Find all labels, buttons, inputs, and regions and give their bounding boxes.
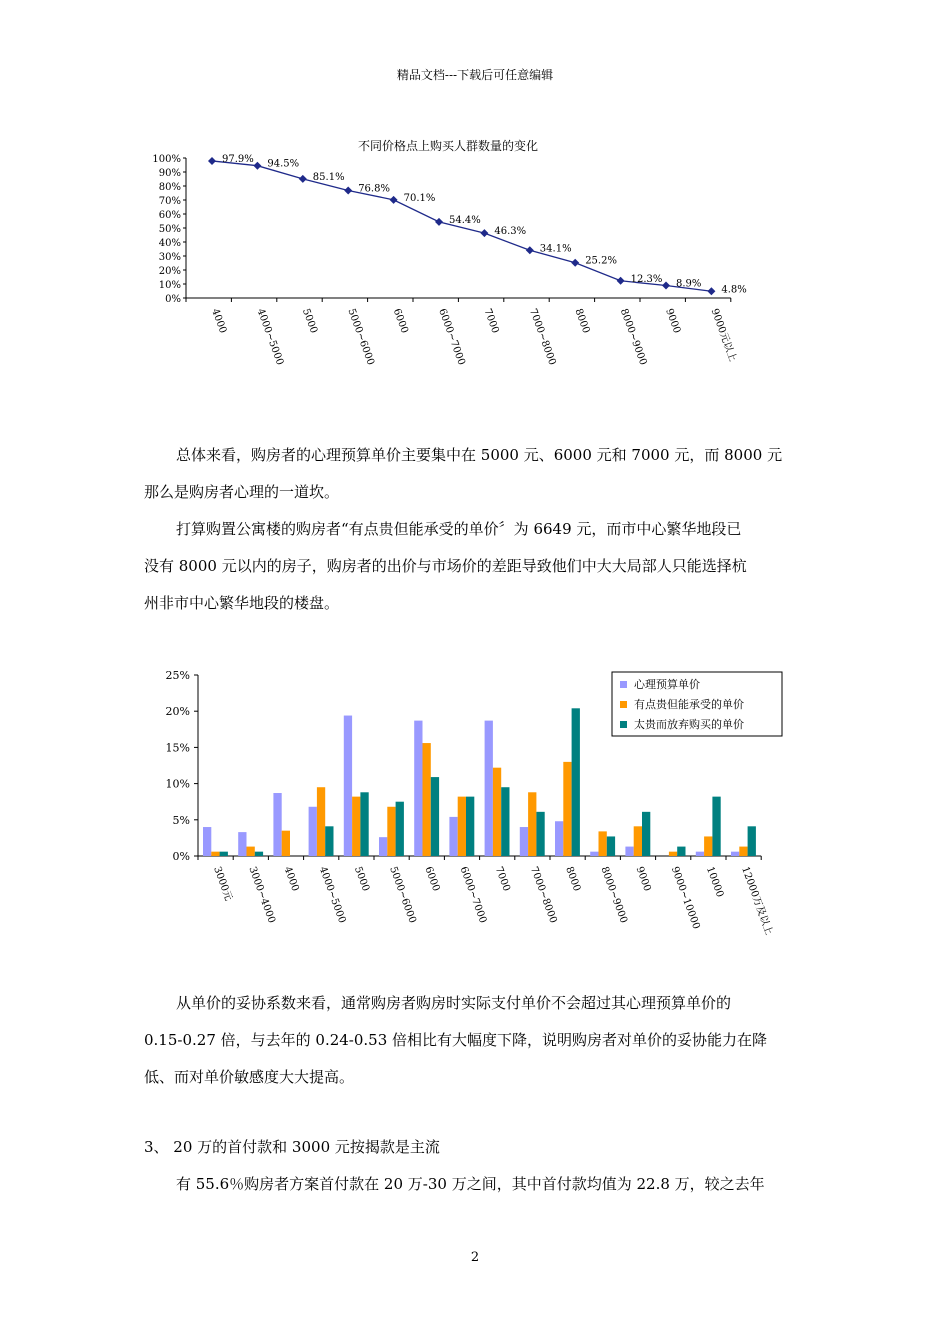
bar (599, 831, 607, 856)
bar (344, 716, 352, 856)
data-label: 76.8% (358, 183, 390, 195)
data-label: 12.3% (630, 273, 663, 285)
paragraph-1-cont (144, 474, 810, 511)
bar (485, 721, 493, 856)
data-point (707, 287, 715, 295)
legend-label: 有点贵但能承受的单价 (634, 698, 744, 711)
data-point (299, 175, 307, 183)
bar (528, 792, 536, 856)
data-point (662, 282, 670, 290)
x-tick-label: 8000~9000 (617, 307, 649, 367)
paragraph-line: 州非市中心繁华地段的楼盘。 (144, 594, 340, 612)
bar (352, 797, 360, 856)
bar (203, 827, 211, 856)
bar (211, 852, 219, 856)
bar (731, 852, 739, 856)
heading-line: 3、 20 万的首付款和 3000 元按揭款是主流 (144, 1138, 440, 1156)
x-tick-label: 9000~10000 (668, 865, 702, 931)
x-tick-label: 7000 (481, 307, 501, 335)
paragraph-line: 有 55.6％购房者方案首付款在 20 万-30 万之间，其中首付款均值为 22.8 万，较之去年 (176, 1175, 765, 1193)
x-tick-label: 7000 (492, 865, 512, 893)
y-tick-label: 15% (165, 741, 190, 755)
data-label: 25.2% (585, 255, 617, 267)
x-tick-label: 7000~8000 (526, 307, 558, 367)
legend-swatch (620, 701, 627, 708)
bar (360, 792, 368, 856)
paragraph-line: 从单价的妥协系数来看，通常购房者购房时实际支付单价不会超过其心理预算单价的 (176, 994, 732, 1012)
x-tick-label: 4000~5000 (254, 307, 286, 367)
bar (590, 852, 598, 856)
data-label: 54.4% (449, 214, 481, 226)
data-point (435, 218, 443, 226)
bar (704, 836, 712, 856)
bar (387, 807, 395, 856)
bar (748, 826, 756, 856)
y-tick-label: 50% (158, 224, 181, 235)
y-tick-label: 70% (158, 196, 181, 207)
bar (572, 708, 580, 856)
y-tick-label: 60% (158, 210, 181, 221)
data-label: 85.1% (312, 171, 345, 183)
paragraph-2 (144, 511, 842, 548)
page-number: 2 (470, 1250, 480, 1265)
paragraph-line: 总体来看，购房者的心理预算单价主要集中在 5000 元、6000 元和 7000 元，而 8000 元 (176, 446, 783, 464)
bar (739, 847, 747, 856)
bar (625, 847, 633, 856)
data-point (208, 157, 216, 165)
paragraph-3 (144, 985, 842, 1022)
bar (712, 797, 720, 856)
bar (379, 837, 387, 856)
paragraph-line: 那么是购房者心理的一道坎。 (144, 483, 340, 501)
data-label: 34.1% (539, 243, 572, 255)
bar (669, 852, 677, 856)
bar (466, 797, 474, 856)
x-tick-label: 10000 (703, 865, 726, 899)
bar (458, 797, 466, 856)
y-tick-label: 30% (158, 252, 181, 263)
page-header: 精品文档---下载后可任意编辑 (396, 68, 554, 82)
chart-title: 不同价格点上购买人群数量的变化 (357, 139, 539, 153)
paragraph-2-cont (144, 548, 810, 622)
x-tick-label: 7000~8000 (527, 865, 559, 925)
bar (493, 768, 501, 856)
x-tick-label: 4000~5000 (316, 865, 348, 925)
bar (536, 812, 544, 856)
y-tick-label: 10% (158, 280, 181, 291)
y-tick-label: 20% (158, 266, 181, 277)
legend-swatch (620, 681, 627, 688)
y-tick-label: 20% (165, 705, 190, 719)
x-tick-label: 9000 (663, 307, 683, 335)
bar (273, 793, 281, 856)
legend-swatch (620, 721, 627, 728)
bar (317, 787, 325, 856)
data-point (390, 196, 398, 204)
bar-chart-unit-prices (140, 662, 800, 952)
bar (423, 743, 431, 856)
paragraph-line: 没有 8000 元以内的房子，购房者的出价与市场价的差距导致他们中大大局部人只能选择杭 (144, 557, 747, 575)
y-tick-label: 0% (165, 294, 181, 305)
x-tick-label: 6000 (422, 865, 442, 893)
y-tick-label: 25% (165, 669, 190, 682)
y-tick-label: 5% (172, 813, 190, 827)
y-tick-label: 40% (158, 238, 181, 249)
bar (238, 832, 246, 856)
line-chart-price-points (140, 132, 770, 392)
bar (696, 852, 704, 856)
bar (607, 836, 615, 856)
y-tick-label: 10% (165, 777, 190, 791)
data-label: 46.3% (494, 226, 527, 238)
data-label: 97.9% (222, 153, 254, 165)
x-tick-label: 8000 (572, 307, 592, 335)
bar (255, 852, 263, 856)
bar (642, 812, 650, 856)
legend-label: 心理预算单价 (634, 678, 700, 691)
bar (431, 777, 439, 856)
paragraph-line: 0.15-0.27 倍，与去年的 0.24-0.53 倍相比有大幅度下降，说明购房者对单价的妥协能力在降 (144, 1031, 768, 1049)
bar (449, 817, 457, 856)
paragraph-line: 打算购置公寓楼的购房者“有点贵但能承受的单价〞为 6649 元，而市中心繁华地段已 (176, 520, 742, 538)
x-tick-label: 5000~6000 (345, 307, 376, 367)
x-tick-label: 6000~7000 (457, 865, 489, 925)
data-point (344, 186, 352, 194)
data-label: 4.8% (721, 284, 747, 296)
x-tick-label: 9000 (633, 865, 653, 893)
bar (634, 826, 642, 856)
bar (501, 787, 509, 856)
paragraph-4 (144, 1166, 842, 1203)
data-label: 70.1% (403, 192, 436, 204)
x-tick-label: 3000~4000 (246, 865, 277, 925)
paragraph-1 (144, 437, 842, 474)
x-tick-label: 5000 (299, 307, 320, 335)
section-heading (144, 1129, 810, 1166)
y-tick-label: 0% (172, 850, 190, 863)
legend-label: 太贵而放弃购买的单价 (634, 718, 744, 731)
bar (677, 847, 685, 856)
x-tick-label: 4000 (209, 307, 229, 335)
y-tick-label: 100% (152, 154, 181, 165)
x-tick-label: 4000 (281, 865, 301, 893)
bar (309, 807, 317, 856)
bar (563, 762, 571, 856)
y-tick-label: 90% (158, 168, 181, 179)
bar (282, 831, 290, 856)
x-tick-label: 12000万及以上 (739, 865, 775, 937)
bar (325, 826, 333, 856)
x-tick-label: 9000元以上 (708, 307, 738, 364)
data-label: 8.9% (676, 278, 702, 290)
bar (396, 802, 404, 856)
data-point (480, 229, 488, 237)
x-tick-label: 5000 (351, 865, 372, 893)
x-tick-label: 6000 (390, 307, 410, 335)
x-tick-label: 5000~6000 (387, 865, 418, 925)
data-point (571, 259, 579, 267)
x-tick-label: 3000元 (211, 865, 234, 903)
bar (555, 821, 563, 856)
data-point (617, 277, 625, 285)
bar (414, 721, 422, 856)
paragraph-line: 低、而对单价敏感度大大提高。 (144, 1068, 355, 1086)
y-tick-label: 80% (158, 182, 181, 193)
x-tick-label: 8000~9000 (598, 865, 629, 925)
bar (520, 827, 528, 856)
x-tick-label: 6000~7000 (436, 307, 467, 367)
x-tick-label: 8000 (563, 865, 583, 893)
bar (247, 847, 255, 856)
paragraph-3-cont (144, 1022, 810, 1096)
data-point (253, 162, 261, 170)
bar (220, 852, 228, 856)
data-label: 94.5% (267, 158, 300, 170)
data-point (526, 246, 534, 254)
